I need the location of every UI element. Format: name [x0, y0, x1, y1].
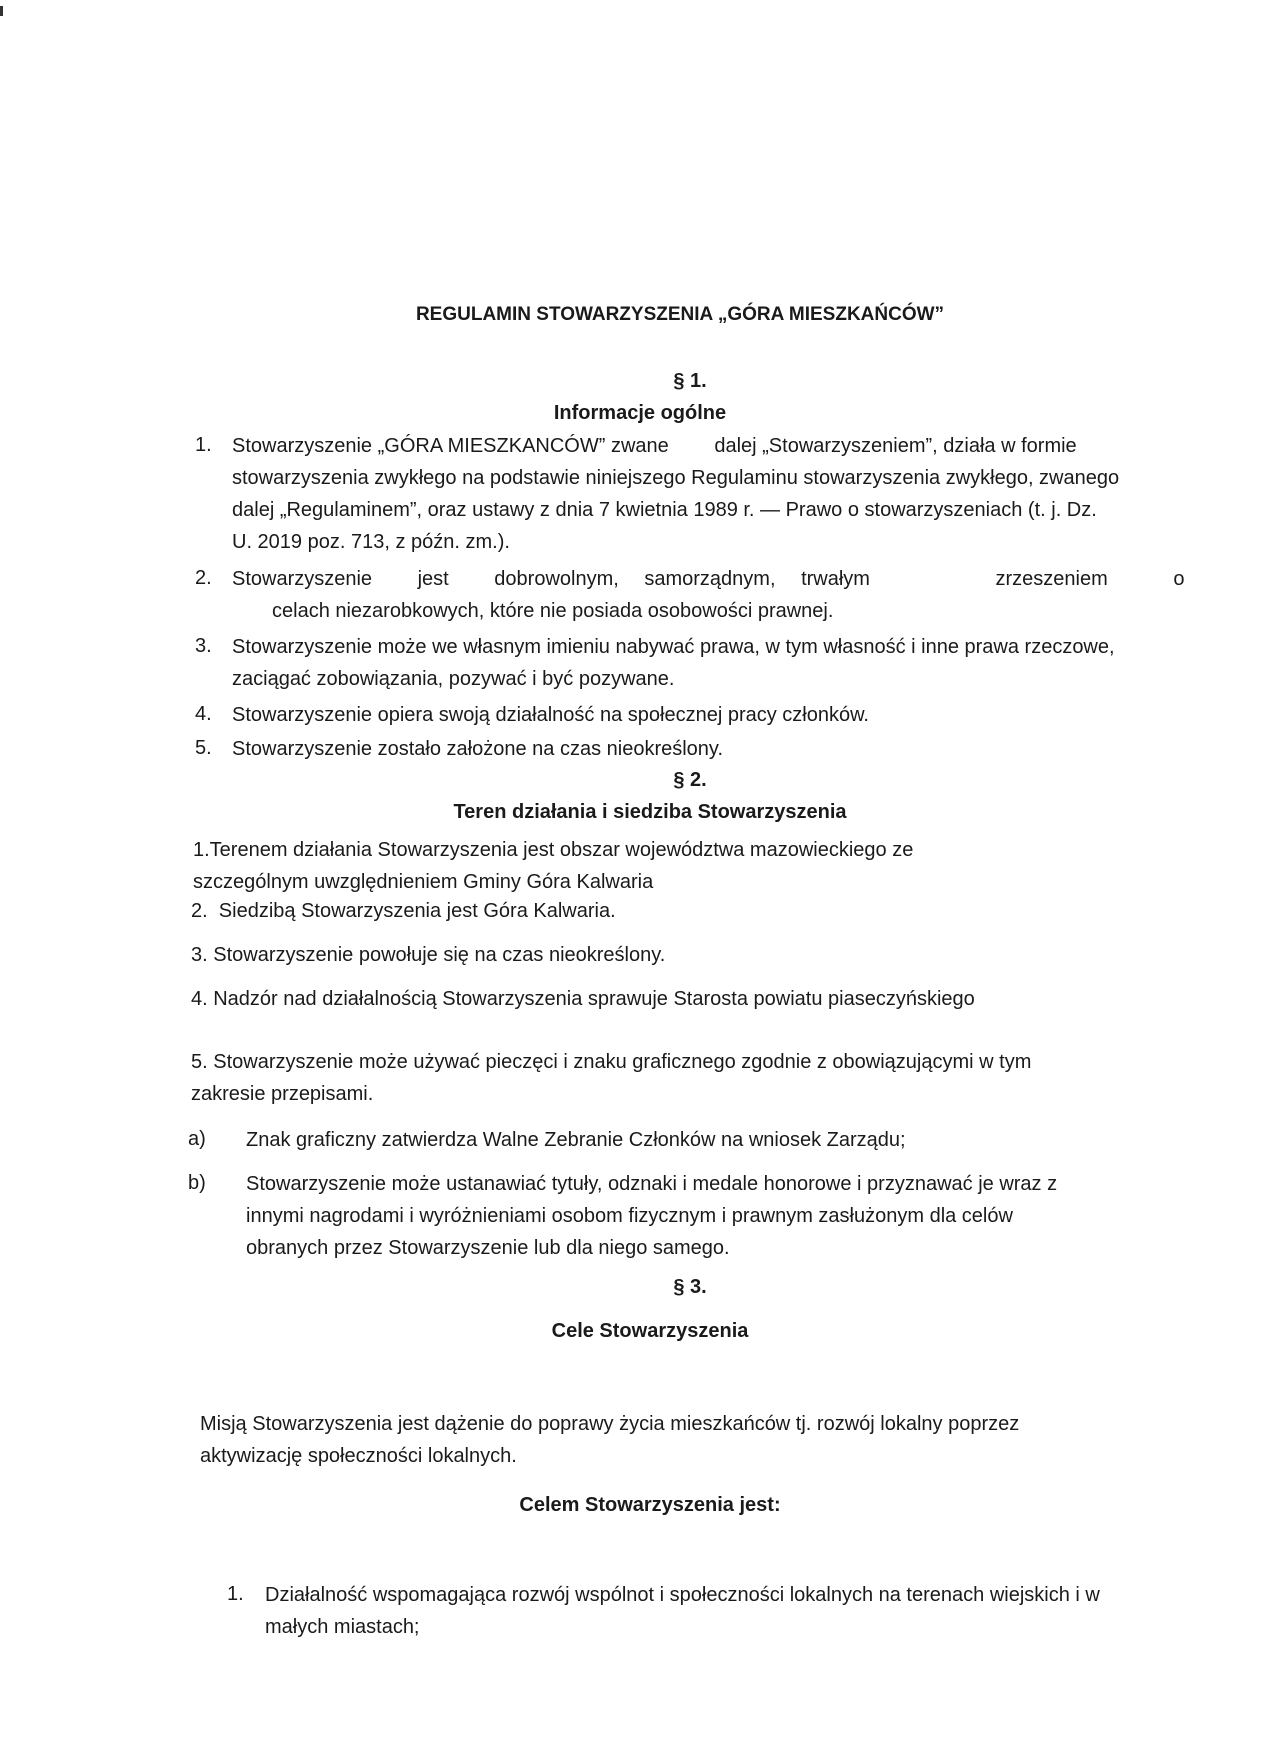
list-item-number: 1. [227, 1583, 244, 1605]
sub-item: Znak graficzny zatwierdza Walne Zebranie Członków na wniosek Zarządu; [246, 1129, 906, 1151]
section-2-paragraph-4: 4. Nadzór nad działalnością Stowarzyszenia sprawuje Starosta powiatu piaseczyńskiego [191, 988, 975, 1010]
list-item: Stowarzyszenie „GÓRA MIESZKANCÓW” zwane dalej „Stowarzyszeniem”, działa w formie stowarzyszenia zwykłego na podstawie niniejszego Regulaminu stowarzyszenia zwykłego, zwanego dalej „Regulaminem”, oraz ustawy z dnia 7 kwietnia 1989 r. — Prawo o stowarzyszeniach (t. j. Dz. U. 2019 poz. 713, z późn. zm.). [232, 435, 1120, 553]
section-3-heading: Cele Stowarzyszenia [551, 1320, 749, 1342]
sub-item-label: b) [188, 1172, 206, 1194]
list-item: Stowarzyszenie może we własnym imieniu nabywać prawa, w tym własność i inne prawa rzeczowe, zaciągać zobowiązania, pozywać i być pozywane. [232, 636, 1115, 690]
section-2-paragraph-5: 5. Stowarzyszenie może używać pieczęci i znaku graficznego zgodnie z obowiązującymi w tym zakresie przepisami. [191, 1051, 1032, 1105]
list-item-number: 1. [195, 434, 212, 456]
sub-item: Stowarzyszenie może ustanawiać tytuły, odznaki i medale honorowe i przyznawać je wraz z innymi nagrodami i wyróżnieniami osobom fizycznym i prawnym zasłużonym dla celów obranych przez Stowarzyszenie lub dla niego samego. [246, 1173, 1058, 1259]
sub-item-label: a) [188, 1128, 206, 1150]
list-item: Stowarzyszenie jest dobrowolnym, samorządnym, trwałym zrzeszeniem o celach niezarobkowych, które nie posiada osobowości prawnej. [232, 568, 1185, 622]
list-item: Stowarzyszenie opiera swoją działalność na społecznej pracy członków. [232, 704, 869, 726]
goals-heading: Celem Stowarzyszenia jest: [519, 1494, 781, 1516]
list-item-number: 2. [195, 567, 212, 589]
section-2-paragraph-1: 1.Terenem działania Stowarzyszenia jest obszar województwa mazowieckiego ze szczególnym uwzględnieniem Gminy Góra Kalwaria [193, 839, 914, 893]
list-item-number: 3. [195, 635, 212, 657]
list-item-number: 4. [195, 703, 212, 725]
section-2-paragraph-3: 3. Stowarzyszenie powołuje się na czas nieokreślony. [191, 944, 666, 966]
list-item-number: 5. [195, 737, 212, 759]
section-2-mark: § 2. [673, 769, 707, 791]
mission-paragraph: Misją Stowarzyszenia jest dążenie do poprawy życia mieszkańców tj. rozwój lokalny poprzez aktywizację społeczności lokalnych. [200, 1413, 1020, 1467]
section-1-heading: Informacje ogólne [553, 402, 727, 424]
section-2-heading: Teren działania i siedziba Stowarzyszenia [453, 801, 847, 823]
document-title: REGULAMIN STOWARZYSZENIA „GÓRA MIESZKAŃCÓW” [415, 304, 945, 325]
list-item: Stowarzyszenie zostało założone na czas nieokreślony. [232, 738, 723, 760]
section-1-mark: § 1. [673, 370, 707, 392]
section-2-paragraph-2: 2. Siedzibą Stowarzyszenia jest Góra Kalwaria. [191, 900, 616, 922]
scan-mark [0, 6, 3, 16]
list-item: Działalność wspomagająca rozwój wspólnot i społeczności lokalnych na terenach wiejskich i w małych miastach; [265, 1584, 1100, 1638]
section-3-mark: § 3. [673, 1276, 707, 1298]
